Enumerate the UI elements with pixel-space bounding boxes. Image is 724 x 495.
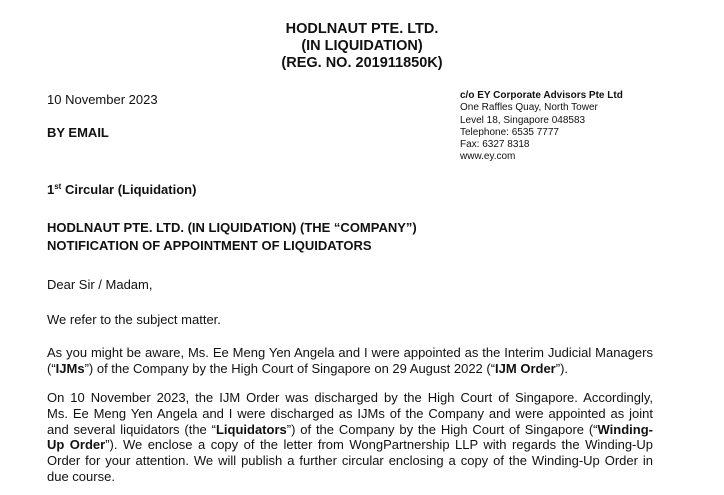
paragraph-3-line-6: due course. bbox=[47, 468, 115, 484]
text-run: ”) of the Company by the High Court of Singapore (“ bbox=[286, 421, 598, 437]
paragraph-2-line-1: As you might be aware, Ms. Ee Meng Yen Angela and I were appointed as the Interim Judicial Managers bbox=[47, 345, 653, 360]
paragraph-3-line-4 bbox=[47, 437, 653, 453]
registration-number: (REG. NO. 201911850K) bbox=[281, 55, 443, 71]
paragraph-3-line-1: On 10 November 2023, the IJM Order was discharged by the High Court of Singapore. Accordingly, bbox=[47, 390, 653, 405]
letter-date: 10 November 2023 bbox=[47, 92, 158, 107]
text-run: ”) of the Company by the High Court of Singapore on 29 August 2022 (“ bbox=[84, 360, 496, 376]
circular-rest: Circular (Liquidation) bbox=[61, 182, 197, 197]
paragraph-3-line-2: Ms. Ee Meng Yen Angela and I were discharged as IJMs of the Company and were appointed as joint bbox=[47, 405, 653, 421]
paragraph-3-line-5: Order for your attention. We will publish a further circular enclosing a copy of the Winding-Up Order in bbox=[47, 453, 653, 469]
paragraph-3 bbox=[47, 390, 653, 485]
address-firm: c/o EY Corporate Advisors Pte Ltd bbox=[460, 90, 623, 101]
address-line-2: Level 18, Singapore 048583 bbox=[460, 114, 586, 126]
salutation: Dear Sir / Madam, bbox=[47, 277, 153, 292]
address-fax: Fax: 6327 8318 bbox=[460, 139, 530, 151]
paragraph-2-line-2 bbox=[47, 361, 653, 377]
text-run: (“ bbox=[47, 360, 56, 376]
subject-line-1: HODLNAUT PTE. LTD. (IN LIQUIDATION) (THE “COMPANY”) bbox=[47, 220, 417, 235]
subject-line-2: NOTIFICATION OF APPOINTMENT OF LIQUIDATORS bbox=[47, 238, 372, 253]
paragraph-1: We refer to the subject matter. bbox=[47, 312, 221, 327]
text-run: and several liquidators (the “ bbox=[47, 421, 216, 437]
circular-number: 1 bbox=[47, 182, 55, 197]
sender-address bbox=[460, 90, 623, 164]
address-website: www.ey.com bbox=[460, 151, 516, 163]
address-telephone: Telephone: 6535 7777 bbox=[460, 126, 559, 138]
circular-title bbox=[47, 182, 196, 197]
term-ijms: IJMs bbox=[55, 360, 85, 376]
circular-suffix: st bbox=[54, 182, 62, 191]
text-run: ”). bbox=[555, 360, 569, 376]
paragraph-2 bbox=[47, 345, 653, 377]
term-liquidators: Liquidators bbox=[215, 421, 287, 437]
term-up-order: Up Order bbox=[47, 437, 106, 453]
term-winding: Winding- bbox=[597, 421, 653, 437]
address-line-1: One Raffles Quay, North Tower bbox=[460, 102, 598, 114]
liquidation-status: (IN LIQUIDATION) bbox=[301, 38, 423, 54]
delivery-method: BY EMAIL bbox=[47, 125, 109, 140]
text-run: ”). We enclose a copy of the letter from WongPartnership LLP with regards the Winding-Up bbox=[105, 437, 654, 453]
company-name: HODLNAUT PTE. LTD. bbox=[285, 21, 439, 37]
term-ijm-order: IJM Order bbox=[495, 360, 556, 376]
paragraph-3-line-3 bbox=[47, 422, 653, 438]
